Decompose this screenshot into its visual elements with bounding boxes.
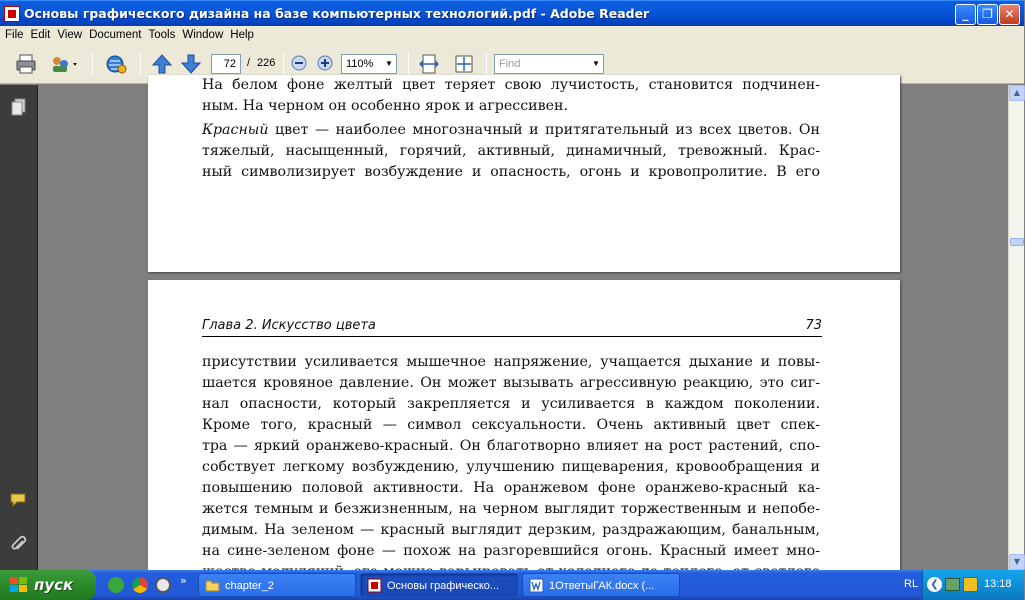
menu-window[interactable]: Window xyxy=(182,29,224,41)
toolbar-separator xyxy=(283,52,284,76)
start-label: пуск xyxy=(34,576,74,594)
fit-page-icon[interactable] xyxy=(453,53,475,75)
page-72-text xyxy=(202,75,820,183)
close-button[interactable]: ✕ xyxy=(999,4,1020,25)
system-tray xyxy=(922,570,1024,600)
text-line: ным. На черном он особенно ярок и агрессивен. xyxy=(202,98,568,114)
page-separator: / xyxy=(247,57,251,69)
text-line: тра — яркий оранжево-красный. Он благотворно влияет на рост растений, спо- xyxy=(202,438,820,454)
menu-help[interactable]: Help xyxy=(230,29,254,41)
print-icon[interactable] xyxy=(15,53,37,75)
task-label: chapter_2 xyxy=(225,580,274,592)
pages-icon[interactable] xyxy=(9,97,29,117)
page-number: 73 xyxy=(805,318,822,333)
zoom-value: 110% xyxy=(346,58,374,70)
document-view[interactable] xyxy=(39,77,1008,570)
comments-icon[interactable] xyxy=(9,491,29,511)
menu-view[interactable]: View xyxy=(57,29,83,41)
chevron-down-icon: ▼ xyxy=(385,59,393,68)
text-line: ный символизирует возбуждение и опасность, огонь и кровопролитие. В его xyxy=(202,164,820,180)
page-total: 226 xyxy=(257,57,276,69)
folder-icon xyxy=(205,578,220,593)
toolbar-separator xyxy=(92,52,93,76)
text-fragment: цвет — наиболее многозначный и притягательный из всех цветов. Он xyxy=(268,122,820,138)
task-label: Основы графическо... xyxy=(387,580,500,592)
task-word-document[interactable] xyxy=(522,573,680,597)
tray-expand-icon[interactable]: ❮ xyxy=(927,577,942,592)
window-title: Основы графического дизайна на базе компьютерных технологий.pdf - Adobe Reader xyxy=(24,6,650,21)
find-box[interactable] xyxy=(494,54,604,74)
chevron-down-icon[interactable]: ▼ xyxy=(592,59,600,68)
menu-file[interactable]: File xyxy=(5,29,24,41)
scroll-thumb[interactable] xyxy=(1010,238,1024,246)
vertical-scrollbar[interactable] xyxy=(1008,85,1024,570)
find-placeholder: Find xyxy=(499,58,521,70)
minimize-button[interactable]: _ xyxy=(955,4,976,25)
text-line xyxy=(202,120,820,141)
menu-document[interactable]: Document xyxy=(89,29,142,41)
pdf-icon xyxy=(367,578,382,593)
task-label: 1ОтветыГАК.docx (... xyxy=(549,580,655,592)
email-collaborate-icon[interactable] xyxy=(50,53,72,75)
text-line: Кроме того, красный — символ сексуальности. Очень активный цвет спек- xyxy=(202,417,820,433)
next-page-icon[interactable] xyxy=(180,53,202,75)
text-line: тяжелый, насыщенный, горячий, активный, динамичный, тревожный. Крас- xyxy=(202,143,820,159)
scroll-up-button[interactable]: ▲ xyxy=(1009,85,1025,101)
acrobat-online-icon[interactable] xyxy=(104,53,126,75)
toolbar-separator xyxy=(486,52,487,76)
taskbar xyxy=(0,570,1024,600)
network-icon[interactable] xyxy=(945,578,960,591)
text-line: присутствии усиливается мышечное напряжение, учащается дыхание и повы- xyxy=(202,354,820,370)
fit-width-icon[interactable] xyxy=(418,53,440,75)
utorrent-icon[interactable] xyxy=(108,577,124,593)
text-line: на сине-зеленом фоне — похож на разгоревшийся огонь. Красный имеет мно- xyxy=(202,543,820,559)
quicklaunch-app-icon[interactable] xyxy=(155,577,171,593)
menu-bar xyxy=(0,26,1024,44)
maximize-button[interactable]: ❐ xyxy=(977,4,998,25)
text-line: На белом фоне желтый цвет теряет свою лучистость, становится подчинен- xyxy=(202,77,820,93)
text-line: собствует легкому возбуждению, улучшению пищеварения, кровообращения и xyxy=(202,459,820,475)
adobe-reader-icon xyxy=(4,6,20,22)
pdf-page-73 xyxy=(148,280,900,580)
start-button[interactable] xyxy=(0,570,96,600)
text-line: жется темным и безжизненным, на черном выглядит торжественным и непобе- xyxy=(202,501,820,517)
menu-edit[interactable]: Edit xyxy=(30,29,51,41)
navigation-panel xyxy=(0,85,38,570)
title-bar[interactable] xyxy=(0,0,1024,26)
word-icon xyxy=(529,578,544,593)
attachments-icon[interactable] xyxy=(9,535,29,555)
task-adobe-reader[interactable] xyxy=(360,573,518,597)
italic-term: Красный xyxy=(202,122,269,138)
zoom-select[interactable] xyxy=(341,54,397,74)
language-indicator[interactable]: RL xyxy=(904,578,919,590)
toolbar-separator xyxy=(140,52,141,76)
running-header xyxy=(202,318,822,337)
security-icon[interactable] xyxy=(963,577,978,592)
clock[interactable]: 13:18 xyxy=(984,578,1012,590)
chapter-title: Глава 2. Искусство цвета xyxy=(202,318,376,333)
zoom-out-icon[interactable] xyxy=(291,55,307,71)
text-line: шается кровяное давление. Он может вызывать агрессивную реакцию, это сиг- xyxy=(202,375,820,391)
previous-page-icon[interactable] xyxy=(151,53,173,75)
task-chapter-2[interactable] xyxy=(198,573,356,597)
text-line: повышению половой активности. На оранжевом фоне оранжево-красный ка- xyxy=(202,480,820,496)
toolbar-separator xyxy=(408,52,409,76)
pdf-page-72 xyxy=(148,75,900,272)
menu-tools[interactable]: Tools xyxy=(148,29,176,41)
page-73-text xyxy=(202,352,820,583)
text-line: нал опасности, который закрепляется и усиливается в каждом поколении. xyxy=(202,396,820,412)
windows-logo-icon xyxy=(10,577,28,593)
zoom-in-icon[interactable] xyxy=(317,55,333,71)
page-number-input[interactable] xyxy=(211,54,241,74)
quicklaunch-more-icon[interactable]: » xyxy=(180,574,187,587)
text-line: димым. На зеленом — красный выглядит дерзким, раздражающим, банальным, xyxy=(202,522,820,538)
scroll-down-button[interactable]: ▼ xyxy=(1009,554,1025,570)
chrome-icon[interactable] xyxy=(132,577,148,593)
